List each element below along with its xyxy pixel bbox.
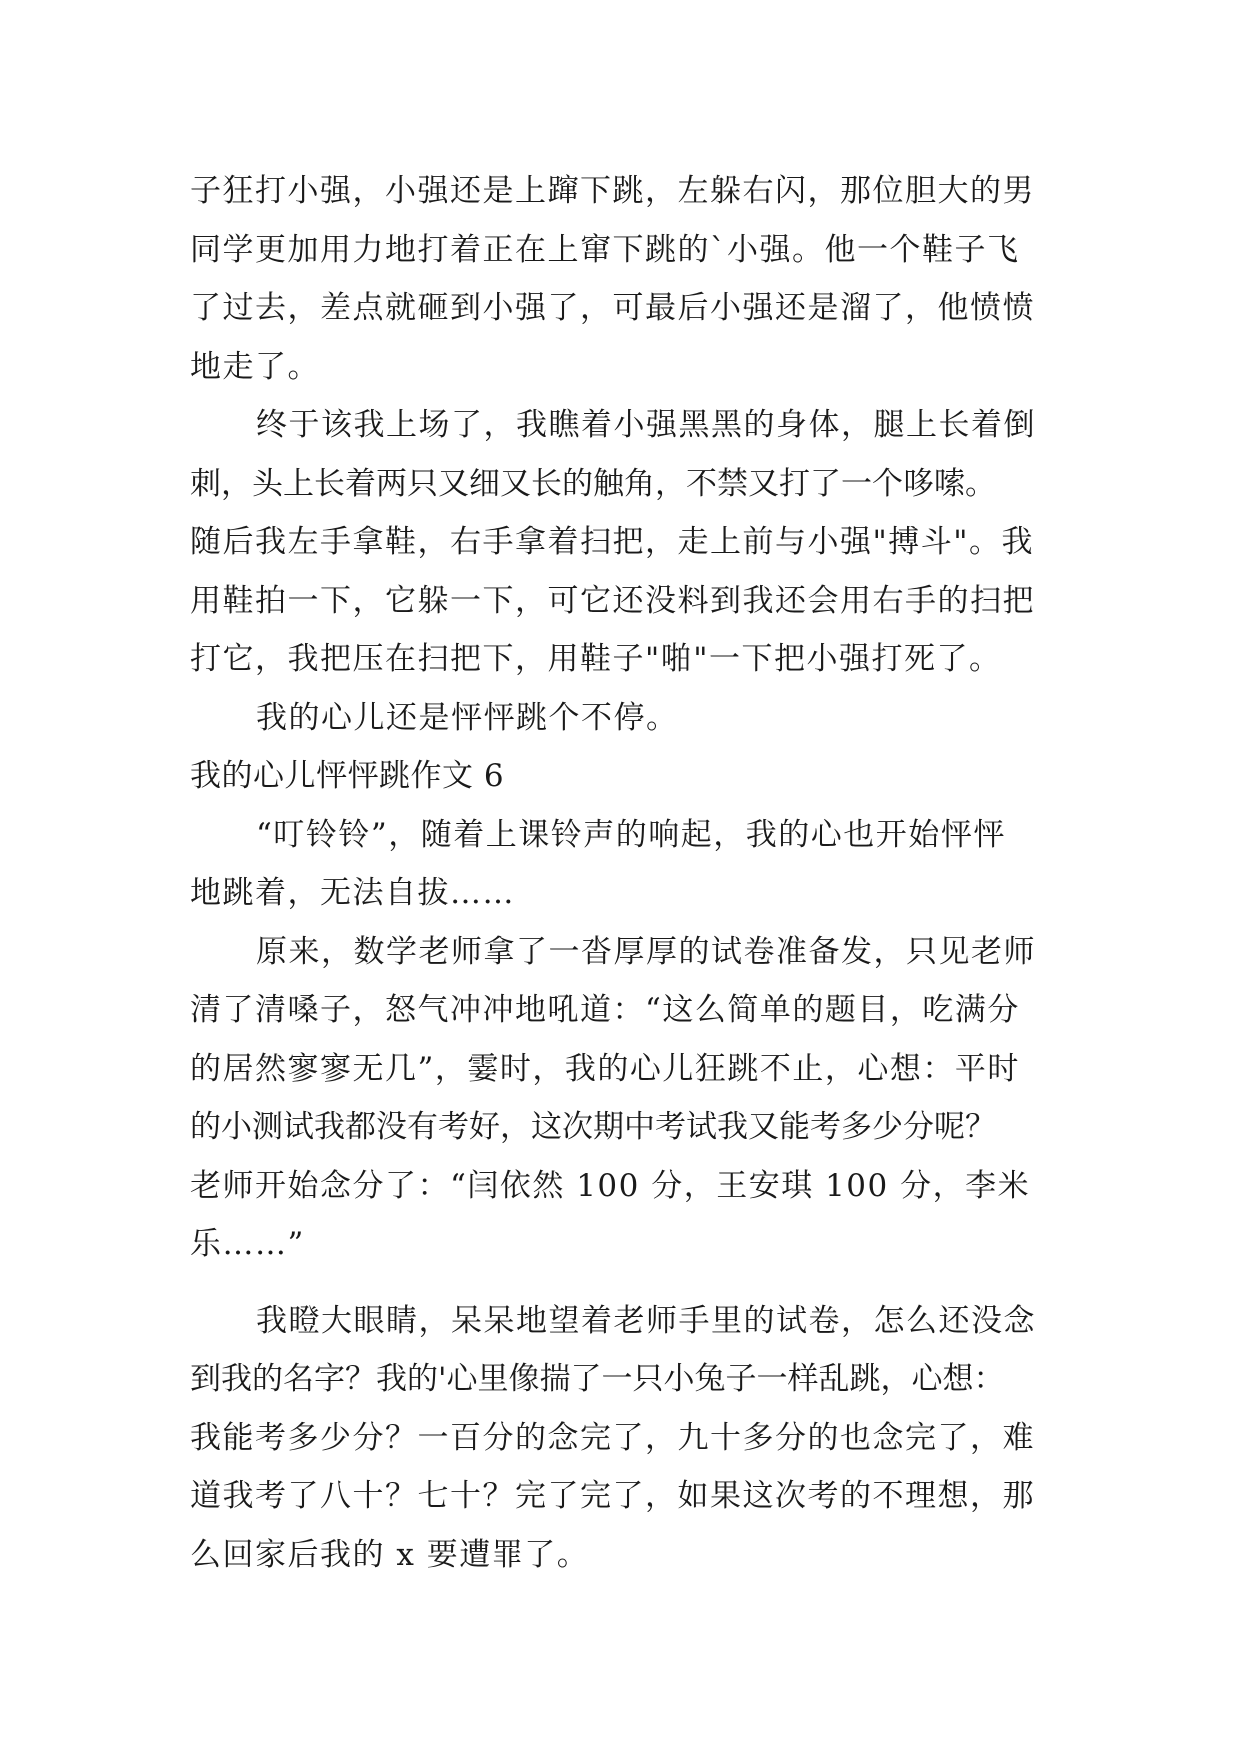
text-line: 到我的名字？我的'心里像揣了一只小兔子一样乱跳，心想：: [190, 1361, 1005, 1397]
paragraph-4: [190, 806, 1060, 923]
text-line: 的小测试我都没有考好，这次期中考试我又能考多少分呢？: [190, 1109, 996, 1145]
text-line: 地跳着，无法自拔……: [190, 875, 515, 911]
paragraph-gap: [190, 1274, 1060, 1292]
document-body: [190, 162, 1060, 1584]
text-line: 的居然寥寥无几”，霎时，我的心儿狂跳不止，心想：平时: [190, 1050, 1020, 1087]
text-line: 我瞪大眼睛，呆呆地望着老师手里的试卷，怎么还没念: [256, 1302, 1036, 1339]
paragraph-6: [190, 1292, 1060, 1585]
text-line: 清了清嗓子，怒气冲冲地吼道：“这么简单的题目，吃满分: [190, 992, 1020, 1028]
text-line: 我的心儿还是怦怦跳个不停。: [256, 699, 679, 736]
text-line: 我能考多少分？一百分的念完了，九十多分的也念完了，难: [190, 1419, 1035, 1456]
text-line: 地走了。: [190, 348, 320, 385]
text-line: 用鞋拍一下，它躲一下，可它还没料到我还会用右手的扫把: [190, 582, 1035, 619]
text-line: 老师开始念分了：“闫依然 100 分，王安琪 100 分，李米: [190, 1167, 1031, 1204]
text-line: 打它，我把压在扫把下，用鞋子"啪"一下把小强打死了。: [190, 641, 1002, 677]
text-line: 乐……”: [190, 1226, 305, 1262]
text-line: 么回家后我的 x 要遭罪了。: [190, 1536, 590, 1573]
text-line: “叮铃铃”，随着上课铃声的响起，我的心也开始怦怦: [256, 816, 1006, 853]
text-line: 刺，头上长着两只又细又长的触角，不禁又打了一个哆嗦。: [190, 465, 996, 502]
paragraph-1: [190, 162, 1060, 396]
text-line: 了过去，差点就砸到小强了，可最后小强还是溜了，他愤愤: [190, 290, 1035, 326]
paragraph-5: [190, 923, 1060, 1274]
text-line: 原来，数学老师拿了一沓厚厚的试卷准备发，只见老师: [256, 933, 1036, 970]
paragraph-3: [190, 689, 1060, 748]
text-line: 随后我左手拿鞋，右手拿着扫把，走上前与小强"搏斗"。我: [190, 524, 1035, 560]
text-line: 终于该我上场了，我瞧着小强黑黑的身体，腿上长着倒: [256, 407, 1036, 443]
paragraph-2: [190, 396, 1060, 689]
text-line: 子狂打小强，小强还是上蹿下跳，左躲右闪，那位胆大的男: [190, 173, 1035, 209]
text-line: 道我考了八十？七十？完了完了，如果这次考的不理想，那: [190, 1478, 1035, 1514]
section-title: 我的心儿怦怦跳作文 6: [190, 758, 505, 794]
text-line: 同学更加用力地打着正在上窜下跳的`小强。他一个鞋子飞: [190, 231, 1020, 268]
